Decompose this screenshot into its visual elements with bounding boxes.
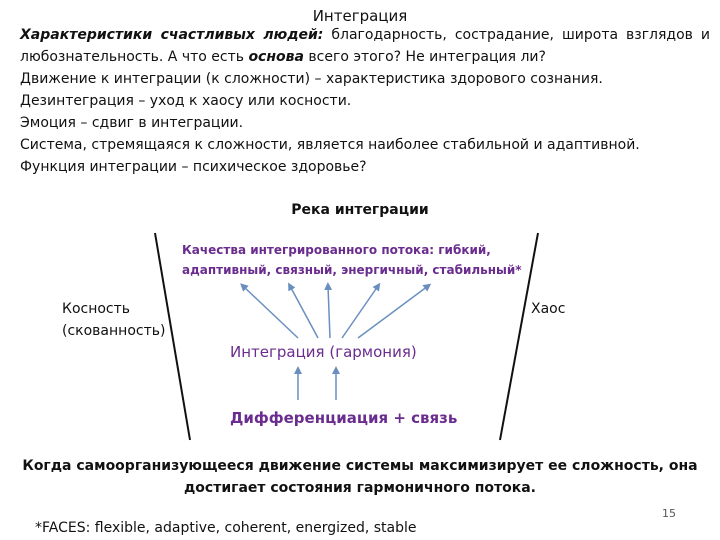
differentiation-label: Дифференциация + связь <box>230 409 458 427</box>
conclusion-line-2: достигает состояния гармоничного потока. <box>183 480 536 496</box>
conclusion <box>0 455 720 499</box>
fan-arrow-3 <box>328 286 330 338</box>
text-line-3: Эмоция – сдвиг в интеграции. <box>20 115 244 131</box>
text-line-2: Дезинтеграция – уход к хаосу или косности. <box>20 93 352 109</box>
integration-label: Интеграция (гармония) <box>230 343 417 361</box>
left-label-line-2: (скованность) <box>62 323 166 339</box>
qualities-line-2: адаптивный, связный, энергичный, стабильный* <box>182 263 522 277</box>
fan-arrow-2 <box>290 286 318 338</box>
right-label: Хаос <box>531 301 566 317</box>
intro-emphasis: основа <box>248 49 304 65</box>
text-line-4: Система, стремящаяся к сложности, является наиболее стабильной и адаптивной. <box>20 137 640 153</box>
intro-text-1: благодарность, сострадание, широта взглядов и любознательность. А что есть <box>20 27 710 65</box>
intro-text-2: всего этого? Не интеграция ли? <box>303 49 546 65</box>
left-label-line-1: Косность <box>62 301 131 317</box>
slide-title: Интеграция <box>312 7 408 25</box>
fan-arrow-5 <box>358 286 428 338</box>
intro-lead: Характеристики счастливых людей: <box>20 27 324 43</box>
text-line-1: Движение к интеграции (к сложности) – характеристика здорового сознания. <box>20 71 603 87</box>
conclusion-line-1: Когда самоорганизующееся движение системы максимизирует ее сложность, она <box>22 458 698 474</box>
fan-arrow-4 <box>342 286 378 338</box>
qualities-line-1: Качества интегрированного потока: гибкий, <box>182 243 491 257</box>
diagram-heading: Река интеграции <box>291 202 429 218</box>
footnote: *FACES: flexible, adaptive, coherent, energized, stable <box>35 520 417 536</box>
fan-arrow-1 <box>243 286 298 338</box>
text-line-5: Функция интеграции – психическое здоровье? <box>20 159 367 175</box>
page-number: 15 <box>662 507 676 520</box>
